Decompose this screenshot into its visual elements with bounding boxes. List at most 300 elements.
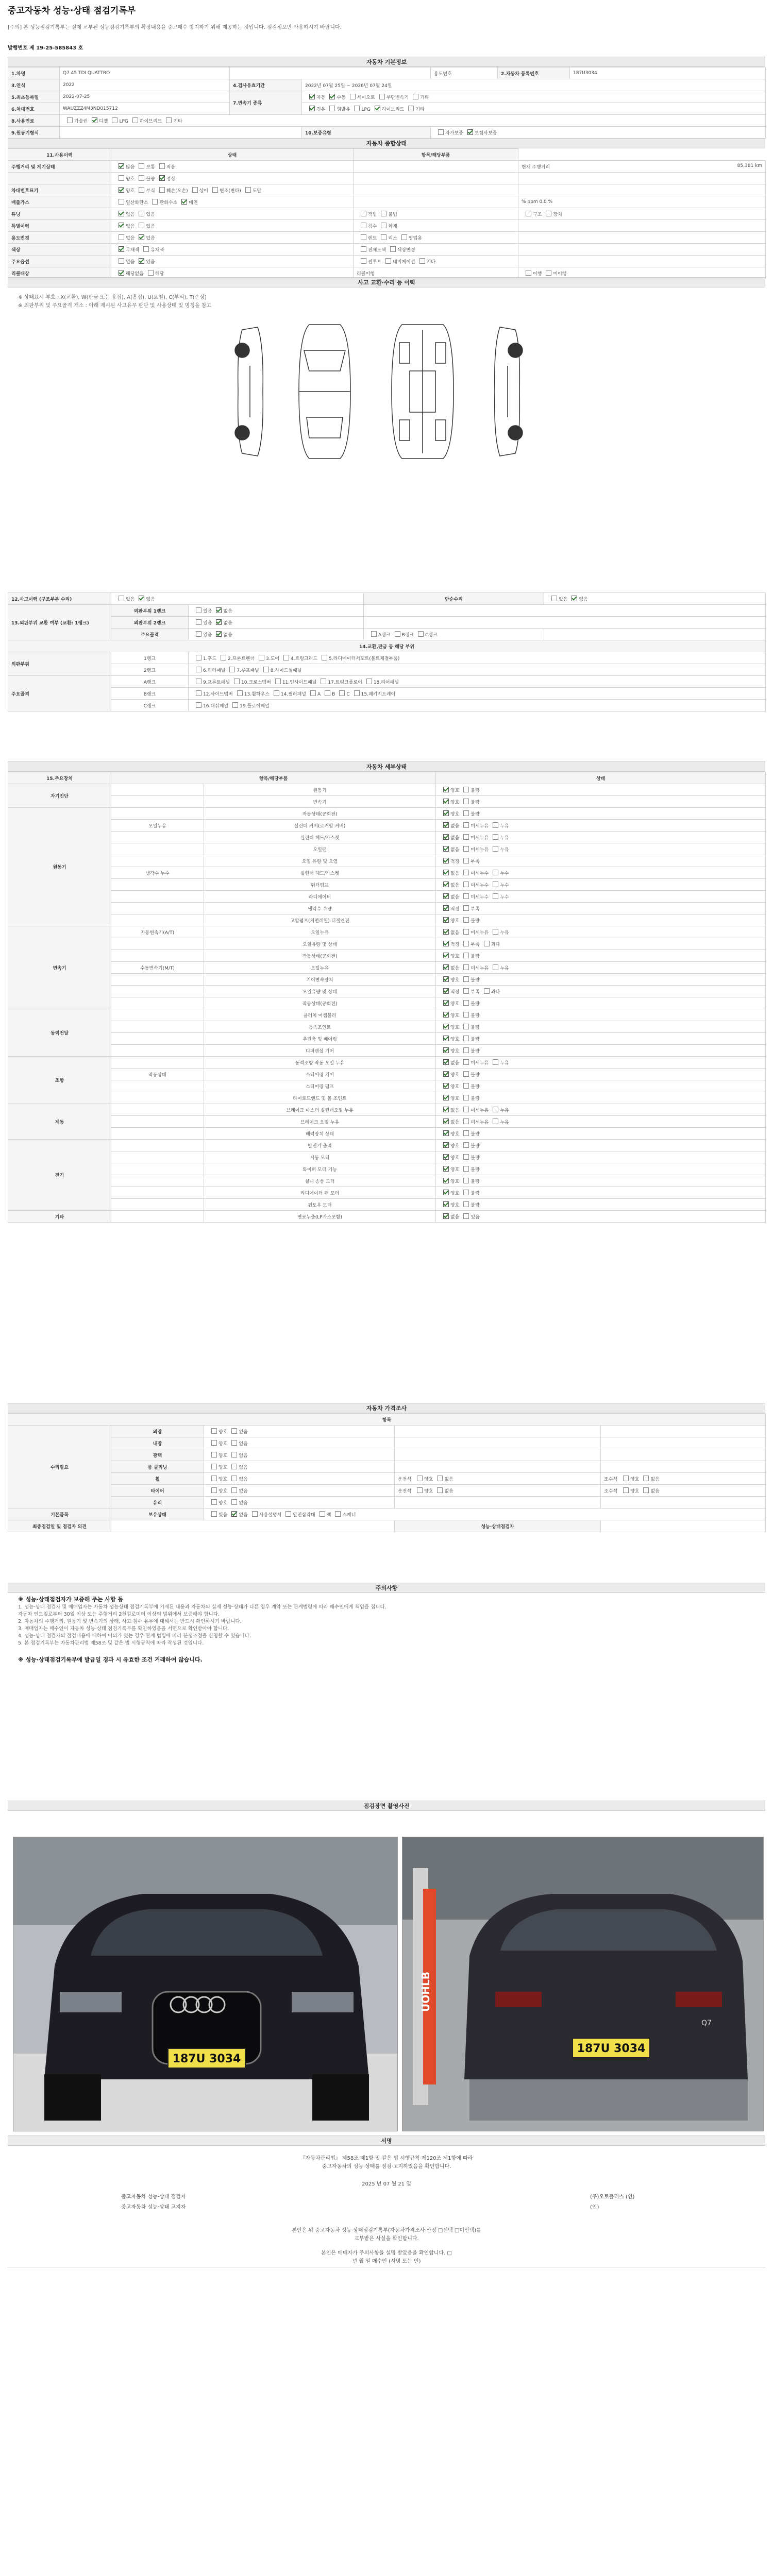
checkbox <box>443 822 449 828</box>
overall-sub <box>354 208 518 220</box>
checkbox-label: 적정 <box>450 906 460 912</box>
detail-item: 실내 송풍 모터 <box>204 1175 436 1187</box>
checkbox <box>419 258 425 264</box>
checkbox <box>379 94 385 99</box>
detail-sub <box>111 938 204 950</box>
overall-item: 튜닝 <box>8 208 111 220</box>
checkbox-label: 없음 <box>126 235 135 241</box>
sign-text-5: 본인은 매매자가 주의사항을 설명 받았음을 확인합니다. □ <box>321 2250 452 2256</box>
checkbox <box>493 870 498 875</box>
overall-item <box>8 173 111 184</box>
overall-sub <box>354 196 518 208</box>
overall-row <box>8 220 766 232</box>
caution-bottom: ※ 성능·상태점검기록부에 발급일 경과 시 유효한 조건 거래하여 않습니다. <box>18 1656 203 1663</box>
frame-row-label: 주요골격 <box>8 676 111 711</box>
checkbox <box>437 1476 443 1481</box>
checkbox-label: 양호 <box>450 1001 460 1007</box>
detail-state <box>436 1128 766 1140</box>
detail-group: 제동 <box>8 1104 111 1140</box>
detail-row <box>8 808 766 820</box>
checkbox <box>443 810 449 816</box>
detail-state <box>436 891 766 903</box>
checkbox <box>211 1428 217 1434</box>
checkbox-label: 양호 <box>450 977 460 983</box>
checkbox <box>463 846 469 852</box>
checkbox <box>463 858 469 863</box>
warranty-options <box>431 127 766 139</box>
checkbox <box>551 596 557 601</box>
section-caution: 주의사항 <box>8 1583 765 1593</box>
checkbox-label: 양호 <box>219 1500 228 1506</box>
checkbox-label: 잭 <box>326 1512 331 1518</box>
overall-state <box>111 196 354 208</box>
overall-state <box>111 256 354 267</box>
overall-row <box>8 256 766 267</box>
detail-group: 변속기 <box>8 926 111 1009</box>
checkbox-label: 네비게이션 <box>393 259 415 265</box>
overall-sub <box>354 232 518 244</box>
checkbox-label: 양호 <box>219 1465 228 1470</box>
checkbox-label: 없음 <box>444 1477 453 1482</box>
checkbox <box>463 1142 469 1148</box>
checkbox <box>361 258 366 264</box>
price-row <box>8 1426 766 1437</box>
checkbox-label: 불량 <box>470 1013 480 1019</box>
overall-state <box>111 208 354 220</box>
overall-row <box>8 232 766 244</box>
checkbox <box>463 882 469 887</box>
detail-sub <box>111 1163 204 1175</box>
price-item: 외장 <box>111 1426 204 1437</box>
checkbox <box>329 106 335 111</box>
detail-sub <box>111 1057 204 1069</box>
checkbox <box>211 1464 217 1469</box>
price-item: 타이어 <box>111 1485 204 1497</box>
checkbox <box>192 187 198 193</box>
detail-state <box>436 784 766 796</box>
checkbox <box>119 211 124 216</box>
checkbox <box>463 1213 469 1219</box>
detail-group: 조향 <box>8 1057 111 1104</box>
price-row <box>8 1497 766 1509</box>
checkbox-label: 있음 <box>146 235 155 241</box>
checkbox-label: 양호 <box>450 918 460 924</box>
detail-row <box>8 1140 766 1151</box>
checkbox <box>67 117 73 123</box>
overall-right <box>518 220 766 232</box>
checkbox-label: 10.크로스멤버 <box>241 680 271 685</box>
checkbox-label: 있음 <box>203 608 212 614</box>
detail-sub <box>111 784 204 796</box>
detail-row <box>8 1080 766 1092</box>
detail-row <box>8 1211 766 1223</box>
overall-state <box>111 244 354 256</box>
checkbox <box>443 870 449 875</box>
detail-row <box>8 1033 766 1045</box>
checkbox <box>211 1511 217 1517</box>
overall-item: 차대번호표기 <box>8 184 111 196</box>
checkbox <box>417 1487 423 1493</box>
checkbox-label: 불량 <box>470 977 480 983</box>
checkbox-label: 일산화탄소 <box>126 200 148 206</box>
checkbox-label: 전체도색 <box>368 247 386 253</box>
checkbox <box>463 953 469 958</box>
checkbox-label: LPG <box>119 118 128 124</box>
overall-sub <box>354 161 518 173</box>
checkbox <box>493 929 498 935</box>
overall-head-2: 항목/해당부품 <box>354 149 518 161</box>
checkbox-label: 없음 <box>126 212 135 217</box>
checkbox <box>443 1107 449 1112</box>
sign-inspector-label: 중고자동차 성능·상태 점검자 <box>121 2194 186 2200</box>
detail-head-2: 상태 <box>436 772 766 784</box>
checkbox <box>119 258 124 264</box>
checkbox-label: 양호 <box>219 1441 228 1447</box>
checkbox <box>443 1071 449 1077</box>
parts-row-3 <box>189 676 766 688</box>
detail-row <box>8 974 766 986</box>
detail-item: 작동상태(공회전) <box>204 808 436 820</box>
checkbox <box>196 619 201 625</box>
checkbox <box>443 1024 449 1029</box>
checkbox <box>196 667 201 672</box>
detail-item: 브레이크 마스터 실린더오일 누유 <box>204 1104 436 1116</box>
price-group: 수리필요 <box>8 1426 111 1509</box>
checkbox-label: 1.후드 <box>203 656 216 662</box>
detail-row <box>8 1116 766 1128</box>
caution-lines <box>18 1604 755 1647</box>
detail-item: 시동 모터 <box>204 1151 436 1163</box>
checkbox-label: 없음 <box>239 1465 248 1470</box>
overall-row <box>8 173 766 184</box>
caution-line: 3. 매매업자는 매수인이 자동차 성능·상태 점검기록부를 확인하였음을 서면으로 확인받아야 합니다. <box>18 1626 229 1632</box>
checkbox-label: 2.프론트펜더 <box>227 656 255 662</box>
checkbox <box>285 1511 291 1517</box>
checkbox-label: 누유 <box>500 1108 509 1113</box>
caution-block <box>18 1596 755 1664</box>
checkbox <box>463 1024 469 1029</box>
checkbox-label: 누수 <box>500 871 509 876</box>
detail-row <box>8 820 766 832</box>
detail-item: 스티어링 기어 <box>204 1069 436 1080</box>
checkbox-label: 없음 <box>450 930 460 936</box>
checkbox <box>443 1213 449 1219</box>
checkbox <box>443 917 449 923</box>
label-first-reg: 5.최초등록일 <box>8 91 60 103</box>
page-title: 중고자동차 성능·상태 점검기록부 <box>8 6 136 16</box>
checkbox-label: 불량 <box>470 1202 480 1208</box>
damage-cell <box>189 605 364 617</box>
detail-row <box>8 855 766 867</box>
checkbox <box>309 106 315 111</box>
detail-sub <box>111 1151 204 1163</box>
checkbox-label: 화재 <box>388 224 397 229</box>
sign-text-1: 『자동차관리법』 제58조 제1항 및 같은 법 시행규칙 제120조 제1항에 따라 <box>300 2156 473 2161</box>
checkbox <box>463 810 469 816</box>
checkbox <box>159 163 165 169</box>
detail-item: 오일누유 <box>204 962 436 974</box>
checkbox-label: 불량 <box>470 1084 480 1090</box>
checkbox <box>216 607 222 613</box>
detail-sub: 수동변속기(M/T) <box>111 962 204 974</box>
detail-item: 추진축 및 베어링 <box>204 1033 436 1045</box>
checkbox-label: 누유 <box>500 1120 509 1125</box>
overall-row <box>8 184 766 196</box>
overall-sub <box>354 220 518 232</box>
checkbox <box>643 1476 649 1481</box>
possession-label: 보유상태 <box>111 1509 204 1520</box>
detail-row <box>8 1199 766 1211</box>
detail-row <box>8 950 766 962</box>
price-state <box>204 1461 395 1473</box>
checkbox-label: 보통 <box>146 164 155 170</box>
accident-options <box>111 593 364 605</box>
detail-row <box>8 914 766 926</box>
detail-state <box>436 1092 766 1104</box>
checkbox-label: 자동 <box>316 95 326 100</box>
checkbox-label: 3.도어 <box>266 656 280 662</box>
checkbox-label: 미세누유 <box>470 1060 489 1066</box>
detail-state <box>436 950 766 962</box>
checkbox <box>443 858 449 863</box>
detail-sub: 오일누유 <box>111 820 204 832</box>
checkbox-label: 미세누수 <box>470 883 489 888</box>
side-label: 외판부위 <box>8 652 111 676</box>
checkbox <box>463 1178 469 1183</box>
label-year: 3.연식 <box>8 79 60 91</box>
checkbox-label: 양호 <box>450 1025 460 1030</box>
checkbox <box>132 117 138 123</box>
detail-row <box>8 986 766 997</box>
checkbox-label: 렌트 <box>368 235 377 241</box>
overall-table <box>8 148 766 279</box>
checkbox <box>361 234 366 240</box>
checkbox-label: 9.프론트패널 <box>203 680 230 685</box>
emission-value: % ppm 0.0 % <box>522 199 553 205</box>
section-price: 자동차 가격조사 <box>8 1403 765 1413</box>
detail-row <box>8 1092 766 1104</box>
checkbox <box>463 1166 469 1172</box>
checkbox <box>463 799 469 804</box>
checkbox <box>463 1201 469 1207</box>
checkbox <box>211 1499 217 1505</box>
detail-group: 동력전달 <box>8 1009 111 1057</box>
checkbox-label: 있음 <box>470 1214 480 1220</box>
checkbox-label: 미세누유 <box>470 847 489 853</box>
label-engine-type: 9.원동기형식 <box>8 127 60 139</box>
detail-row <box>8 1057 766 1069</box>
checkbox <box>119 234 124 240</box>
damage-cell <box>189 617 364 629</box>
checkbox <box>139 596 144 601</box>
parts-row-5 <box>189 700 766 711</box>
detail-item: 고압펌프(커먼레일)-디젤엔진 <box>204 914 436 926</box>
detail-state <box>436 1080 766 1092</box>
detail-row <box>8 843 766 855</box>
detail-item: 오일 유량 및 오염 <box>204 855 436 867</box>
detail-item: 윈도우 모터 <box>204 1199 436 1211</box>
checkbox <box>443 1142 449 1148</box>
detail-row <box>8 962 766 974</box>
checkbox <box>463 917 469 923</box>
checkbox <box>196 655 201 660</box>
detail-item: 스티어링 펌프 <box>204 1080 436 1092</box>
checkbox-label: 양호 <box>450 1202 460 1208</box>
checkbox <box>381 234 386 240</box>
checkbox <box>443 1012 449 1018</box>
detail-sub <box>111 1080 204 1092</box>
checkbox <box>361 246 366 252</box>
damage-legend-2: ※ 외판부위 및 주요골격 개소 : 아래 제시된 사고유무 판단 및 사용상태 및 명칭을 참고 <box>18 303 212 309</box>
photo-front <box>13 1837 398 2131</box>
detail-item: 변속기 <box>204 796 436 808</box>
detail-item: 브레이크 오일 누유 <box>204 1116 436 1128</box>
checkbox <box>443 1000 449 1006</box>
detail-state <box>436 1151 766 1163</box>
checkbox <box>143 246 149 252</box>
checkbox-label: 적음 <box>166 164 176 170</box>
checkbox <box>443 929 449 935</box>
checkbox <box>443 964 449 970</box>
checkbox <box>438 129 444 135</box>
checkbox <box>443 976 449 982</box>
checkbox-label: 가솔린 <box>74 118 88 124</box>
overall-row <box>8 244 766 256</box>
detail-item: 배력장치 상태 <box>204 1128 436 1140</box>
value-inspection-valid: 2022년 07월 25일 ~ 2026년 07월 24일 <box>302 79 766 91</box>
checkbox-label: 양호 <box>219 1488 228 1494</box>
basic-info-table <box>8 67 766 139</box>
overall-sub <box>354 244 518 256</box>
checkbox-label: 양호 <box>219 1477 228 1482</box>
checkbox <box>139 163 144 169</box>
checkbox <box>493 964 498 970</box>
detail-group: 원동기 <box>8 808 111 926</box>
overall-item: 색상 <box>8 244 111 256</box>
checkbox-label: A <box>317 691 321 697</box>
checkbox-label: 구조 <box>533 212 542 217</box>
checkbox <box>493 1059 498 1065</box>
price-state <box>204 1485 395 1497</box>
price-item: 룸 클리닝 <box>111 1461 204 1473</box>
checkbox-label: 없음 <box>450 894 460 900</box>
checkbox-label: 양호 <box>630 1477 640 1482</box>
damage-cell <box>364 629 544 640</box>
price-row <box>8 1437 766 1449</box>
detail-item: 오일유량 및 상태 <box>204 986 436 997</box>
checkbox-label: 없음 <box>450 835 460 841</box>
parts-label: 14.교환,판금 등 해당 부위 <box>8 640 766 652</box>
caution-heading: ※ 성능·상태점검자가 보증해 주는 사항 등 <box>18 1596 124 1603</box>
label-fuel: 8.사용연료 <box>8 115 60 127</box>
overall-mid-label: 리콜이행 <box>357 271 375 277</box>
checkbox <box>325 690 330 696</box>
checkbox-label: 불량 <box>470 1191 480 1196</box>
checkbox <box>361 223 366 228</box>
detail-row <box>8 796 766 808</box>
fuel-options <box>60 115 766 127</box>
checkbox-label: 하이브리드 <box>381 107 405 112</box>
checkbox <box>417 1476 423 1481</box>
checkbox <box>484 988 490 994</box>
detail-sub <box>111 1199 204 1211</box>
checkbox <box>463 893 469 899</box>
checkbox <box>463 1107 469 1112</box>
detail-state <box>436 1104 766 1116</box>
checkbox-label: 변조(변타) <box>219 188 241 194</box>
basic-items-label: 기본품목 <box>8 1509 111 1520</box>
checkbox <box>443 1190 449 1195</box>
checkbox-label: 하이브리드 <box>139 118 162 124</box>
overall-right <box>518 161 766 173</box>
checkbox-label: 양호 <box>219 1429 228 1435</box>
checkbox-label: 무단변속기 <box>386 95 409 100</box>
detail-row <box>8 1045 766 1057</box>
checkbox <box>148 270 154 276</box>
checkbox <box>493 1118 498 1124</box>
checkbox <box>196 607 201 613</box>
overall-state <box>111 161 354 173</box>
checkbox <box>259 655 264 660</box>
rank2-label: 외판부위 2랭크 <box>111 617 189 629</box>
checkbox <box>283 655 289 660</box>
checkbox <box>463 1059 469 1065</box>
checkbox-label: 미이행 <box>553 271 567 277</box>
section-photos: 점검장면 촬영사진 <box>8 1801 765 1811</box>
checkbox <box>463 1000 469 1006</box>
rank1-label: 외판부위 1랭크 <box>111 605 189 617</box>
checkbox <box>139 223 144 228</box>
checkbox <box>196 690 201 696</box>
detail-row <box>8 1021 766 1033</box>
parts-row-2 <box>189 664 766 676</box>
detail-group: 자기진단 <box>8 784 111 808</box>
checkbox-label: 불량 <box>470 811 480 817</box>
checkbox-label: 미세누수 <box>470 894 489 900</box>
checkbox <box>463 822 469 828</box>
parts-row-4 <box>189 688 766 700</box>
checkbox-label: 부족 <box>470 906 480 912</box>
rank1-row: 1랭크 <box>111 652 189 664</box>
sign-text-3: 본인은 위 중고자동차 성능·상태점검기록부(자동차가격조사·산정 □선택 □미선택)를 <box>292 2228 481 2233</box>
checkbox-label: 없음 <box>126 224 135 229</box>
checkbox-label: 안전삼각대 <box>293 1512 315 1518</box>
checkbox-label: 양호 <box>450 1096 460 1101</box>
checkbox <box>231 1487 237 1493</box>
caution-line: 1. 성능·상태 점검자 및 매매업자는 자동차 성능상태 점검기록부에 기재된 내용과 자동차의 실제 성능·상태가 다른 경우 계약 또는 관계법령에 따라 매수인에게 책임을 집니다. <box>18 1604 386 1610</box>
checkbox-label: 5.라디에이터서포트(볼트체결부품) <box>329 656 400 662</box>
checkbox <box>463 964 469 970</box>
checkbox-label: 누유 <box>500 847 509 853</box>
checkbox <box>119 187 124 193</box>
checkbox <box>211 1452 217 1458</box>
checkbox <box>335 1511 341 1517</box>
rankA-row: A랭크 <box>111 676 189 688</box>
checkbox <box>339 690 345 696</box>
price-row <box>8 1461 766 1473</box>
sign-notifier-label: 중고자동차 성능·상태 고지자 <box>121 2205 186 2210</box>
checkbox-label: 8.사이드실패널 <box>270 668 302 673</box>
checkbox-label: 양호 <box>450 1037 460 1042</box>
checkbox <box>309 94 315 99</box>
checkbox <box>493 893 498 899</box>
checkbox-label: 있음 <box>219 1512 228 1518</box>
checkbox-label: 없음 <box>126 259 135 265</box>
checkbox <box>329 94 335 99</box>
checkbox-label: 불량 <box>470 1048 480 1054</box>
checkbox <box>119 596 124 601</box>
detail-sub <box>111 1187 204 1199</box>
